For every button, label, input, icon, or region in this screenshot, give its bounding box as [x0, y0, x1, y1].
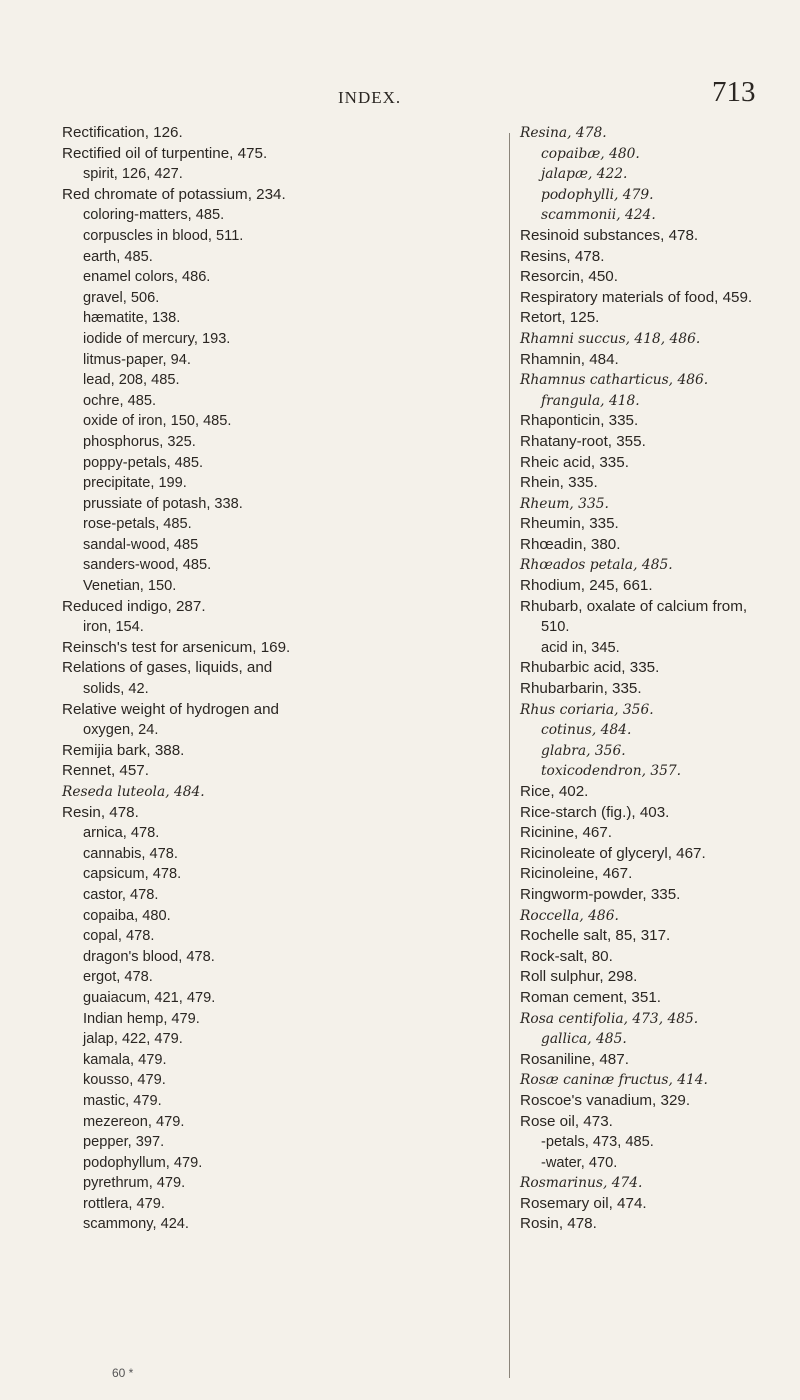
index-entry: mastic, 479.	[83, 1092, 162, 1109]
index-entry: jalap, 422, 479.	[83, 1031, 183, 1048]
index-entry: gallica, 485.	[541, 1031, 627, 1048]
index-entry: Rheic acid, 335.	[520, 453, 629, 471]
index-entry: Ricinine, 467.	[520, 824, 613, 842]
index-entry: Rhus coriaria, 356.	[520, 701, 654, 718]
index-entry: sanders-wood, 485.	[83, 557, 212, 574]
index-entry: Roman cement, 351.	[520, 988, 661, 1006]
index-entry: scammony, 424.	[83, 1216, 189, 1233]
index-entry: sandal-wood, 485	[83, 536, 199, 553]
index-entry: Roscoe's vanadium, 329.	[520, 1091, 691, 1109]
index-entry: frangula, 418.	[541, 392, 640, 409]
index-entry: podophyllum, 479.	[83, 1154, 203, 1171]
index-entry: pyrethrum, 479.	[83, 1175, 186, 1192]
index-entry: Rosa centifolia, 473, 485.	[520, 1010, 699, 1027]
index-entry: copal, 478.	[83, 928, 155, 945]
index-entry: Ringworm-powder, 335.	[520, 885, 681, 903]
index-entry: Rice, 402.	[520, 783, 589, 800]
index-entry: ochre, 485.	[83, 392, 157, 409]
index-entry: Ricinoleine, 467.	[520, 865, 633, 883]
index-entry: Rochelle salt, 85, 317.	[520, 927, 671, 945]
index-entry: precipitate, 199.	[83, 475, 187, 492]
index-entry: Relations of gases, liquids, and	[62, 659, 273, 677]
index-entry: Rennet, 457.	[62, 762, 149, 780]
index-entry: capsicum, 478.	[83, 866, 182, 883]
index-entry: Rosin, 478.	[520, 1215, 597, 1233]
index-entry: oxygen, 24.	[83, 722, 159, 739]
index-entry: Reduced indigo, 287.	[62, 597, 206, 615]
index-entry: Red chromate of potassium, 234.	[62, 185, 286, 203]
index-entry: iron, 154.	[83, 619, 144, 636]
index-entry: -petals, 473, 485.	[541, 1134, 654, 1151]
index-entry: Rhamnin, 484.	[520, 350, 619, 368]
index-entry: Rhein, 335.	[520, 474, 598, 492]
index-entry: cannabis, 478.	[83, 845, 178, 862]
index-entry: Rosæ caninæ fructus, 414.	[520, 1072, 708, 1089]
index-column-right	[520, 123, 790, 1235]
index-entry: solids, 42.	[83, 681, 149, 698]
index-entry: Retort, 125.	[520, 309, 600, 327]
index-entry: copaiba, 480.	[83, 907, 171, 924]
index-entry: Rhubarbarin, 335.	[520, 680, 642, 698]
index-entry: Rheumin, 335.	[520, 515, 619, 533]
index-entry: Rectification, 126.	[62, 124, 183, 141]
index-entry: Rhubarb, oxalate of calcium from,	[520, 597, 748, 615]
index-entry: Venetian, 150.	[83, 578, 177, 595]
index-entry: scammonii, 424.	[541, 207, 656, 224]
column-divider	[509, 133, 510, 1378]
index-entry: Resins, 478.	[520, 247, 605, 265]
index-entry: earth, 485.	[83, 248, 153, 265]
index-entry: coloring-matters, 485.	[83, 207, 225, 224]
index-entry: Reinsch's test for arsenicum, 169.	[62, 638, 291, 656]
index-entry: phosphorus, 325.	[83, 433, 196, 450]
index-entry: -water, 470.	[541, 1154, 618, 1171]
index-entry: pepper, 397.	[83, 1134, 165, 1151]
index-entry: Rosemary oil, 474.	[520, 1194, 647, 1212]
index-entry: Rhœadin, 380.	[520, 535, 621, 553]
index-entry: Rhœados petala, 485.	[520, 557, 673, 574]
index-entry: cotinus, 484.	[541, 722, 632, 739]
index-entry: glabra, 356.	[541, 742, 626, 759]
index-entry: Rhubarbic acid, 335.	[520, 659, 660, 677]
index-entry: Resina, 478.	[520, 125, 607, 141]
index-entry: podophylli, 479.	[541, 186, 654, 203]
index-entry: copaibæ, 480.	[541, 145, 640, 162]
page-number: 713	[712, 76, 756, 108]
index-entry: guaiacum, 421, 479.	[83, 989, 216, 1006]
index-entry: Rhatany-root, 355.	[520, 432, 646, 450]
index-entry: Reseda luteola, 484.	[62, 784, 205, 800]
index-entry: mezereon, 479.	[83, 1113, 185, 1130]
index-entry: Rectified oil of turpentine, 475.	[62, 144, 268, 162]
index-entry: Rhaponticin, 335.	[520, 412, 639, 430]
index-entry: jalapæ, 422.	[541, 166, 628, 183]
index-entry: gravel, 506.	[83, 289, 160, 306]
index-entry: rose-petals, 485.	[83, 516, 192, 533]
index-entry: Rock-salt, 80.	[520, 947, 613, 965]
index-entry: enamel colors, 486.	[83, 269, 211, 286]
index-entry: rottlera, 479.	[83, 1195, 165, 1212]
index-entry: ergot, 478.	[83, 969, 153, 986]
index-entry: iodide of mercury, 193.	[83, 330, 231, 347]
index-entry: oxide of iron, 150, 485.	[83, 413, 232, 430]
index-entry: Resinoid substances, 478.	[520, 226, 699, 244]
index-entry: Rheum, 335.	[520, 495, 609, 512]
signature-mark: 60 *	[112, 1366, 134, 1380]
index-entry: Remijia bark, 388.	[62, 741, 185, 759]
index-entry: Relative weight of hydrogen and	[62, 700, 279, 718]
index-entry: toxicodendron, 357.	[541, 763, 682, 780]
index-entry: Resin, 478.	[62, 803, 139, 821]
index-column-left	[62, 123, 502, 1235]
index-entry: Rosaniline, 487.	[520, 1050, 629, 1068]
index-entry: kousso, 479.	[83, 1072, 166, 1089]
index-entry: litmus-paper, 94.	[83, 351, 191, 368]
index-entry: Rosmarinus, 474.	[520, 1175, 643, 1192]
index-entry: corpuscles in blood, 511.	[83, 227, 244, 244]
index-entry: Roccella, 486.	[520, 907, 619, 924]
index-entry: acid in, 345.	[541, 639, 620, 656]
index-entry: Ricinoleate of glyceryl, 467.	[520, 844, 706, 862]
index-entry: dragon's blood, 478.	[83, 948, 215, 965]
index-entry: Resorcin, 450.	[520, 268, 618, 286]
index-entry: Rhamni succus, 418, 486.	[520, 330, 701, 347]
index-entry: poppy-petals, 485.	[83, 454, 204, 471]
index-entry: castor, 478.	[83, 886, 159, 903]
index-entry: kamala, 479.	[83, 1051, 167, 1068]
index-entry: prussiate of potash, 338.	[83, 495, 243, 512]
index-entry: Rice-starch (fig.), 403.	[520, 803, 670, 821]
index-entry: Respiratory materials of food, 459.	[520, 288, 753, 306]
index-entry: 510.	[541, 619, 570, 636]
index-entry: Rhamnus catharticus, 486.	[520, 372, 709, 389]
index-entry: hæmatite, 138.	[83, 310, 181, 327]
index-entry: Rose oil, 473.	[520, 1112, 613, 1130]
index-entry: arnica, 478.	[83, 825, 160, 842]
index-entry: Rhodium, 245, 661.	[520, 577, 653, 595]
index-entry: lead, 208, 485.	[83, 372, 180, 389]
index-entry: Roll sulphur, 298.	[520, 968, 638, 986]
index-entry: spirit, 126, 427.	[83, 166, 183, 183]
running-header: INDEX.	[338, 88, 402, 107]
index-entry: Indian hemp, 479.	[83, 1010, 200, 1027]
